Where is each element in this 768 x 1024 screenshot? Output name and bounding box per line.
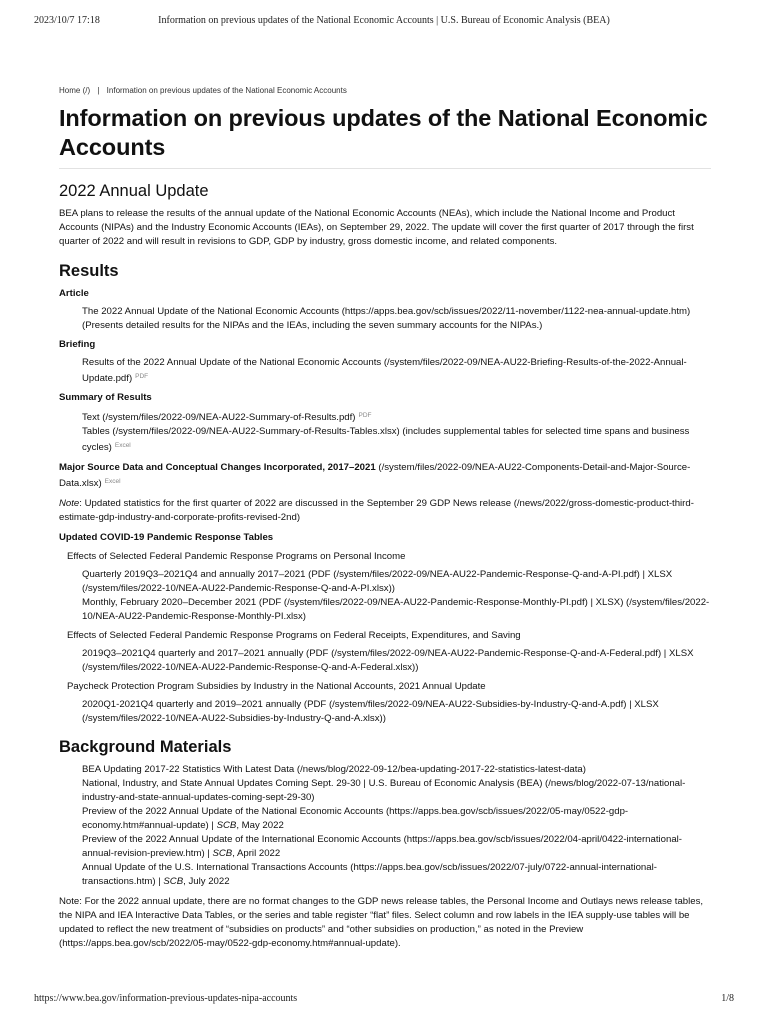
- background-link-3[interactable]: Preview of the 2022 Annual Update of the National Economic Accounts (https://apps.bea.gov/scb/issues/2022/05-may/0522-gdp-economy.htm#annual-update) |: [82, 806, 629, 831]
- article-label: Article: [59, 288, 89, 299]
- breadcrumb-separator: |: [97, 86, 100, 95]
- summary-tables-link[interactable]: Tables (/system/files/2022-09/NEA-AU22-Summary-of-Results-Tables.xlsx) (includes supplemental tables for selected time spans and business cycles): [82, 426, 690, 453]
- covid-sub-ppp: Paycheck Protection Program Subsidies by Industry in the National Accounts, 2021 Annual Update: [67, 681, 486, 692]
- covid-pi-monthly: [59, 596, 711, 624]
- breadcrumb: [59, 86, 711, 95]
- covid-sub-federal: Effects of Selected Federal Pandemic Response Programs on Federal Receipts, Expenditures, and Saving: [67, 630, 521, 641]
- background-link-2[interactable]: National, Industry, and State Annual Updates Coming Sept. 29-30 | U.S. Bureau of Economic Analysis (BEA) (/news/blog/2022-07-13/national-industry-and-state-annual-updates-coming-sept-29-30): [82, 778, 686, 803]
- publication-date: , May 2022: [236, 820, 284, 831]
- publication-date: , July 2022: [183, 876, 230, 887]
- note-link[interactable]: : Updated statistics for the first quarter of 2022 are discussed in the September 29 GDP News release (/news/2022/gross-domestic-product-third-estimate-gdp-industry-and-corporate-profits-revised-2nd): [59, 498, 694, 523]
- covid-pi-quarterly: [59, 568, 711, 596]
- publication-date: , April 2022: [232, 848, 281, 859]
- page-content: [59, 86, 711, 951]
- print-footer: [0, 993, 768, 1007]
- summary-item-text: [59, 409, 711, 425]
- summary-item-tables: [59, 425, 711, 455]
- pdf-badge: PDF: [135, 373, 149, 380]
- note-paragraph: [59, 497, 711, 525]
- publication-name: SCB: [212, 848, 233, 859]
- article-link[interactable]: The 2022 Annual Update of the National Economic Accounts (https://apps.bea.gov/scb/issues/2022/11-november/1122-nea-annual-update.htm) (Presents detailed results for the NIPAs and the IEAs, including the seven summary accounts for the NIPAs.): [82, 306, 691, 331]
- pdf-badge: PDF: [358, 412, 372, 419]
- print-page-title: Information on previous updates of the National Economic Accounts | U.S. Bureau of Economic Analysis (BEA): [158, 15, 610, 26]
- background-link-4[interactable]: Preview of the 2022 Annual Update of the International Economic Accounts (https://apps.bea.gov/scb/issues/2022/04-april/0422-international-annual-revision-preview.htm) |: [82, 834, 682, 859]
- major-source-item: [59, 461, 711, 491]
- breadcrumb-home-link[interactable]: Home (/): [59, 86, 91, 95]
- excel-badge: Excel: [114, 442, 131, 449]
- covid-pi-quarterly-link[interactable]: Quarterly 2019Q3–2021Q4 and annually 2017–2021 (PDF (/system/files/2022-09/NEA-AU22-Pandemic-Response-Q-and-A-PI.pdf) | XLSX (/system/files/2022-10/NEA-AU22-Pandemic-Response-Q-and-A-PI.xlsx)): [82, 569, 673, 594]
- annual-update-intro: BEA plans to release the results of the annual update of the National Economic Accounts (NEAs), which include the National Income and Product Accounts (NIPAs) and the Industry Economic Accounts (IEAs), on September 29, 2022. The update will cover the first quarter of 2017 through the first quarter of 2022 and will result in revisions to GDP, GDP by industry, gross domestic income, and related components.: [59, 208, 694, 247]
- covid-sub-personal-income: Effects of Selected Federal Pandemic Response Programs on Personal Income: [67, 551, 406, 562]
- background-item-5: [59, 861, 711, 889]
- print-header: [0, 15, 768, 29]
- covid-federal-quarterly: [59, 647, 711, 675]
- major-source-title: Major Source Data and Conceptual Changes Incorporated, 2017–2021: [59, 462, 376, 473]
- publication-name: SCB: [163, 876, 184, 887]
- covid-pi-monthly-link[interactable]: Monthly, February 2020–December 2021 (PDF (/system/files/2022-09/NEA-AU22-Pandemic-Response-Monthly-PI.pdf) | XLSX) (/system/files/2022-10/NEA-AU22-Pandemic-Response-Monthly-PI.xlsx): [82, 597, 710, 622]
- covid-tables-label: Updated COVID-19 Pandemic Response Tables: [59, 532, 274, 543]
- major-source-path: (/system/files/2022-09/NEA-AU22-Components-Detail-and-Major-Source-Data.xlsx): [59, 462, 691, 489]
- background-item-4: [59, 833, 711, 861]
- section-heading-annual-update: 2022 Annual Update: [59, 182, 209, 200]
- background-item-1: [59, 763, 711, 777]
- summary-text-link[interactable]: Text (/system/files/2022-09/NEA-AU22-Summary-of-Results.pdf): [82, 412, 356, 423]
- publication-name: SCB: [216, 820, 237, 831]
- breadcrumb-current: Information on previous updates of the National Economic Accounts: [106, 86, 347, 95]
- covid-ppp-link[interactable]: 2020Q1-2021Q4 quarterly and 2019–2021 annually (PDF (/system/files/2022-09/NEA-AU22-Subsidies-by-Industry-Q-and-A.pdf) | XLSX (/system/files/2022-10/NEA-AU22-Subsidies-by-Industry-Q-and-A.xlsx)): [82, 699, 659, 724]
- briefing-label: Briefing: [59, 339, 96, 350]
- print-datetime: 2023/10/7 17:18: [34, 15, 100, 26]
- section-heading-background: Background Materials: [59, 738, 232, 756]
- background-link-1[interactable]: BEA Updating 2017-22 Statistics With Latest Data (/news/blog/2022-09-12/bea-updating-2017-22-statistics-latest-data): [82, 764, 586, 775]
- covid-ppp-quarterly: [59, 698, 711, 726]
- page-title: Information on previous updates of the National Economic Accounts: [59, 104, 711, 169]
- summary-label: Summary of Results: [59, 392, 152, 403]
- section-heading-results: Results: [59, 262, 119, 280]
- excel-badge: Excel: [104, 478, 121, 485]
- print-page-number: 1/8: [721, 993, 734, 1004]
- note-label: Note: [59, 498, 80, 509]
- background-item-3: [59, 805, 711, 833]
- background-item-2: [59, 777, 711, 805]
- major-source-link[interactable]: [59, 462, 690, 489]
- briefing-link[interactable]: Results of the 2022 Annual Update of the National Economic Accounts (/system/files/2022-09/NEA-AU22-Briefing-Results-of-the-2022-Annual-Update.pdf): [82, 357, 687, 384]
- article-item: [59, 305, 711, 333]
- final-note: Note: For the 2022 annual update, there are no format changes to the GDP news release tables, the Personal Income and Outlays news release tables, the NIPA and IEA Interactive Data Tables, or the series and table register “flat” files. Select column and row labels in the IEA supply-use tables will be updated to reflect the new treatment of “subsidies on products” and “other subsidies on production,” as noted in the Preview (https://apps.bea.gov/scb/2022/05-may/0522-gdp-economy.htm#annual-update).: [59, 896, 704, 949]
- background-link-5[interactable]: Annual Update of the U.S. International Transactions Accounts (https://apps.bea.gov/scb/issues/2022/07-july/0722-annual-international-transactions.htm) |: [82, 862, 657, 887]
- briefing-item: [59, 356, 711, 386]
- covid-federal-link[interactable]: 2019Q3–2021Q4 quarterly and 2017–2021 annually (PDF (/system/files/2022-09/NEA-AU22-Pandemic-Response-Q-and-A-Federal.pdf) | XLSX (/system/files/2022-10/NEA-AU22-Pandemic-Response-Q-and-A-Federal.xlsx)): [82, 648, 694, 673]
- print-url: https://www.bea.gov/information-previous-updates-nipa-accounts: [34, 993, 298, 1004]
